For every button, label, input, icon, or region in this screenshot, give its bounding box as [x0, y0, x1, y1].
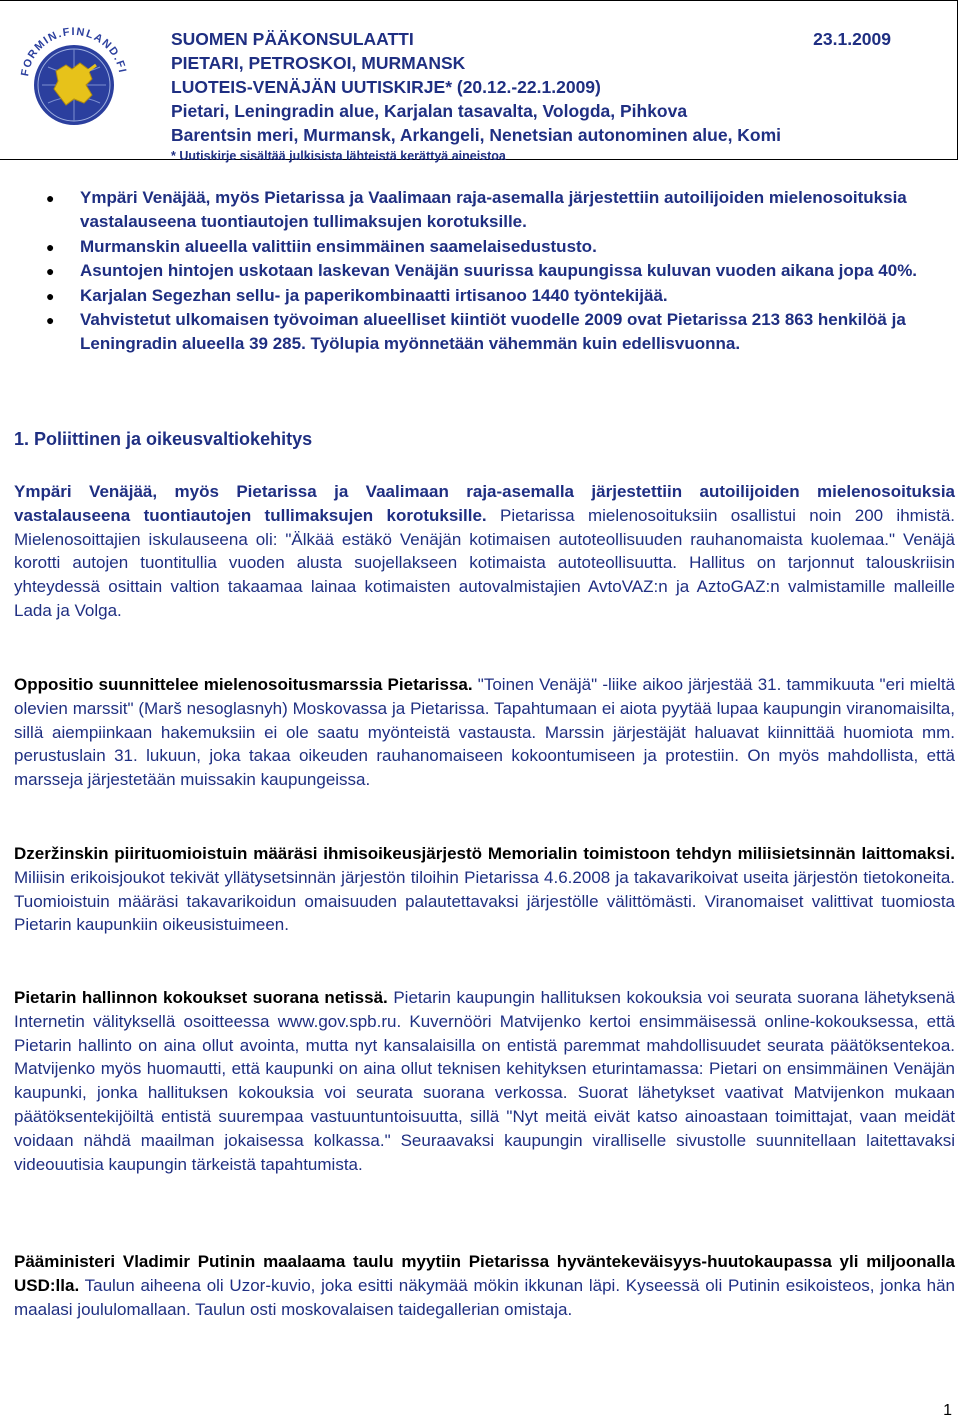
article-body: Pietarin kaupungin hallituksen kokouksia voi seurata suorana lähetyksenä Internetin välityksellä osoitteessa www.gov.spb.ru. Kuvernööri Matvijenko kertoi ensimmäisessä online-kokouksessa, että Pietarin hallinto on aina ollut avointa, mutta nyt kansalaisilla on entistä paremmat mahdollisuudet seurata päätöksentekoa. Matvijenko myös huomautti, että kaupunki on aina ollut teknisen kehityksen eturintamassa: Pietari on ensimmäinen Venäjän kaupunki, jonka hallituksen kokouksia voi seurata suorana verkossa. Suorat lähetykset vaativat Matvijenkon mukaan päätöksentekijöiltä entistä suurempaa vastuuntuntoisuutta, sillä "Nyt meitä eivät katso ainoastaan toimittajat, vaan meidät voidaan nähdä maailman jokaisessa kolkassa." Seuraavaksi kaupungin viralliselle sivustolle suunnitellaan laitettavaksi videouutisia kaupungin tärkeistä tapahtumista. [14, 988, 955, 1174]
list-item: ● Asuntojen hintojen uskotaan laskevan Venäjän suurissa kaupungissa kuluvan vuoden aikana jopa 40%. [0, 259, 960, 283]
list-item: ● Murmanskin alueella valittiin ensimmäinen saamelaisedustusto. [0, 235, 960, 259]
bullet-icon: ● [46, 287, 55, 304]
finland-lion-emblem-icon [14, 19, 134, 139]
ministry-logo [14, 19, 134, 139]
article-lead: Oppositio suunnittelee mielenosoitusmarssia Pietarissa. [14, 675, 473, 694]
newsletter-title: LUOTEIS-VENÄJÄN UUTISKIRJE* (20.12.-22.1.2009) [171, 77, 601, 97]
header-text-block [171, 27, 891, 165]
section-heading: 1. Poliittinen ja oikeusvaltiokehitys [14, 429, 313, 449]
document-header [0, 0, 958, 163]
article-body: Taulun aiheena oli Uzor-kuvio, joka esitti näkymää mökin ikkunan läpi. Kyseessä oli Putinin esikoisteos, jonka hän maalasi joululomallaan. Taulun osti moskovalaisen taidegallerian omistaja. [14, 1275, 955, 1319]
article-lead: Pietarin hallinnon kokoukset suorana netissä. [14, 988, 388, 1007]
article-paragraph [14, 673, 955, 792]
bullet-icon: ● [46, 190, 55, 206]
list-item: ● Vahvistetut ulkomaisen työvoiman alueelliset kiintiöt vuodelle 2009 ovat Pietarissa 213 863 henkilöä ja Leningradin alueella 39 285. Työlupia myönnetään vähemmän kuin edellisvuonna. [46, 310, 906, 354]
article-lead: Dzeržinskin piirituomioistuin määräsi ihmisoikeusjärjestö Memorialin toimistoon tehdyn miliisietsinnän laittomaksi. [14, 844, 955, 863]
article-lead: Ympäri Venäjää, myös Pietarissa ja Vaalimaan raja-asemalla järjestettiin autoilijoiden mielenosoituksia vastalauseena tuontiautojen tullimaksujen korotuksille. [14, 482, 955, 525]
list-item: ● Karjalan Segezhan sellu- ja paperikombinaatti irtisanoo 1440 työntekijää. [0, 284, 960, 308]
issue-date: 23.1.2009 [813, 29, 891, 49]
summary-bullet-list [0, 186, 960, 357]
bullet-icon: ● [46, 238, 55, 255]
page-number: 1 [943, 1402, 952, 1419]
article-body: "Toinen Venäjä" -liike aikoo järjestää 31. tammikuuta "eri mieltä olevien marssit" (Marš nesoglasnyh) Moskovassa ja Pietarissa. Tapahtumaan ei aiota pyytää lupaa kaupungin viranomaisilta, sillä aiempiinkaan hakemuksiin ei ole saatu myönteistä vastausta. Marssin järjestäjät haluavat kiinnittää huomiota mm. perustuslain 31. lukuun, joka takaa oikeuden rauhanomaiseen kokoontumiseen ja protestiin. On myös mahdollista, että marsseja järjestetään muissakin kaupungeissa. [14, 675, 955, 790]
article-paragraph [14, 1250, 955, 1321]
bullet-icon: ● [46, 312, 55, 329]
consulate-name: SUOMEN PÄÄKONSULAATTI [171, 29, 414, 49]
article-paragraph [14, 986, 955, 1176]
article-paragraph [14, 842, 955, 937]
article-paragraph [14, 480, 955, 623]
article-lead: Pääministeri Vladimir Putinin maalaama taulu myytiin Pietarissa hyväntekeväisyys-huutokaupassa yli miljoonalla USD:lla. [14, 1252, 955, 1295]
sources-note: * Uutiskirje sisältää julkisista lähteistä kerättyä aineistoa [171, 149, 506, 163]
bullet-icon: ● [46, 263, 55, 280]
article-body: Miliisin erikoisjoukot tekivät yllätysetsinnän järjestön tiloihin Pietarissa 4.6.2008 ja takavarikoivat useita järjestön tietokoneita. Tuomioistuin määräsi takavarikoidun omaisuuden palautettavaksi järjestölle välittömästi. Viranomaiset valittivat tuomiosta Pietarin kaupunkiin oikeusistuimeen. [14, 867, 955, 935]
regions-line-2: Barentsin meri, Murmansk, Arkangeli, Nenetsian autonominen alue, Komi [171, 125, 782, 145]
regions-line-1: Pietari, Leningradin alue, Karjalan tasavalta, Vologda, Pihkova [171, 101, 688, 121]
list-item: ● Ympäri Venäjää, myös Pietarissa ja Vaalimaan raja-asemalla järjestettiin autoilijoiden mielenosoituksia vastalauseena tuontiautojen tullimaksujen korotuksille. [46, 188, 907, 232]
article-body: Pietarissa mielenosoituksiin osallistui noin 200 ihmistä. Mielenosoittajien iskulauseena oli: "Älkää estäkö Venäjän kotimaisen autoteollisuuden rauhanomaista kuolemaa." Venäjä korotti autojen tuontitullia vuoden alusta suojellakseen kotimaista autoteollisuutta. Hallitus on tarjonnut talouskriisin yhteydessä osittain valtion takaamaa lainaa kotimaisten autovalmistajien AvtoVAZ:n ja AztoGAZ:n valmistamille malleille Lada ja Volga. [14, 505, 956, 620]
svg-text:FORMIN.FINLAND.FI: FORMIN.FINLAND.FI [19, 25, 129, 78]
cities-line: PIETARI, PETROSKOI, MURMANSK [171, 53, 466, 73]
